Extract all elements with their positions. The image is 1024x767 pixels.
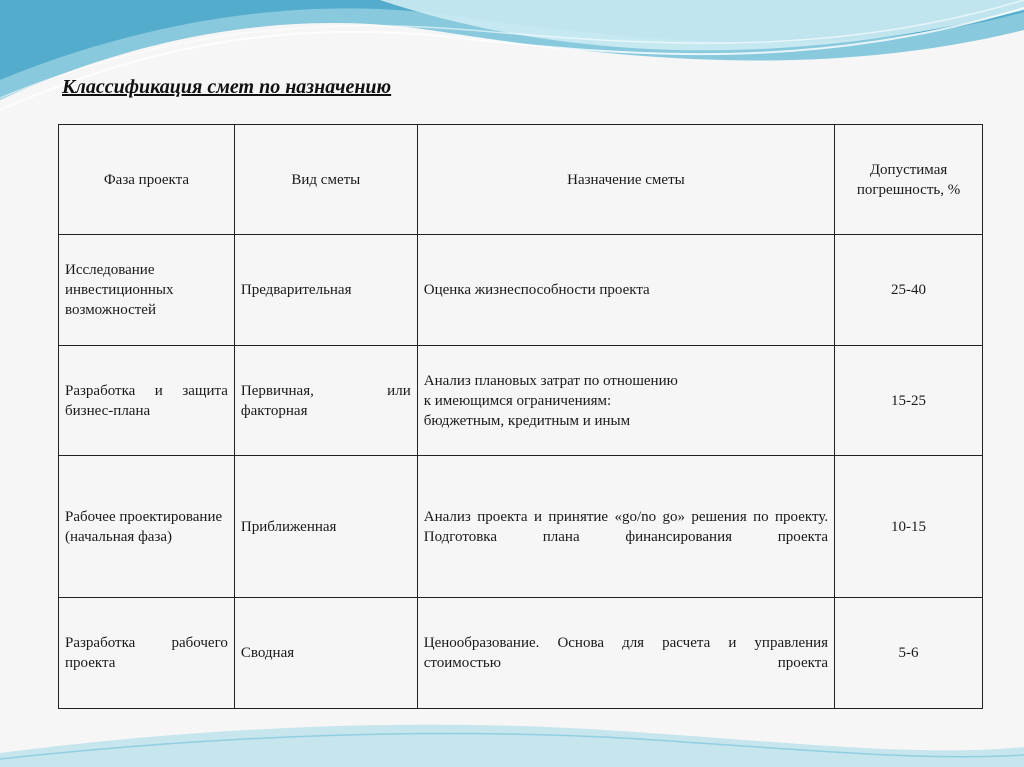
header-error: Допустимая погрешность, %	[835, 125, 983, 235]
cell-error: 15-25	[835, 346, 983, 456]
cell-type: Первичная, или фактoрная	[234, 346, 417, 456]
cell-purpose: Анализ плановых затрат по отношению к имеющимся ограничениям: бюджетным, кредитным и иным	[417, 346, 834, 456]
table-row	[59, 235, 983, 346]
table-row	[59, 598, 983, 709]
table-header-row	[59, 125, 983, 235]
table-row	[59, 346, 983, 456]
cell-error: 10-15	[835, 456, 983, 598]
header-purpose: Назначение сметы	[417, 125, 834, 235]
table-row	[59, 456, 983, 598]
cell-type: Приближенная	[234, 456, 417, 598]
cell-phase: Разработка рабочего проекта	[59, 598, 235, 709]
cell-phase: Рабочее проектирование (начальная фаза)	[59, 456, 235, 598]
cell-type: Сводная	[234, 598, 417, 709]
cell-error: 5-6	[835, 598, 983, 709]
cell-purpose: Оценка жизнеспособности проекта	[417, 235, 834, 346]
header-phase: Фаза проекта	[59, 125, 235, 235]
slide-title: Классификация смет по назначению	[62, 76, 392, 98]
header-type: Вид сметы	[234, 125, 417, 235]
cell-purpose: Анализ проекта и принятие «go/no go» решения по проекту. Подготовка плана финансирования проекта	[417, 456, 834, 598]
top-wave-decoration	[0, 0, 1024, 120]
cell-purpose: Ценообразование. Основа для расчета и управления стоимостью проекта	[417, 598, 834, 709]
cell-phase: Исследование инвестиционных возможностей	[59, 235, 235, 346]
cell-phase: Разработка и защита бизнес-плана	[59, 346, 235, 456]
estimate-classification-table	[58, 124, 983, 709]
cell-error: 25-40	[835, 235, 983, 346]
cell-type: Предварительная	[234, 235, 417, 346]
bottom-wave-decoration	[0, 717, 1024, 767]
